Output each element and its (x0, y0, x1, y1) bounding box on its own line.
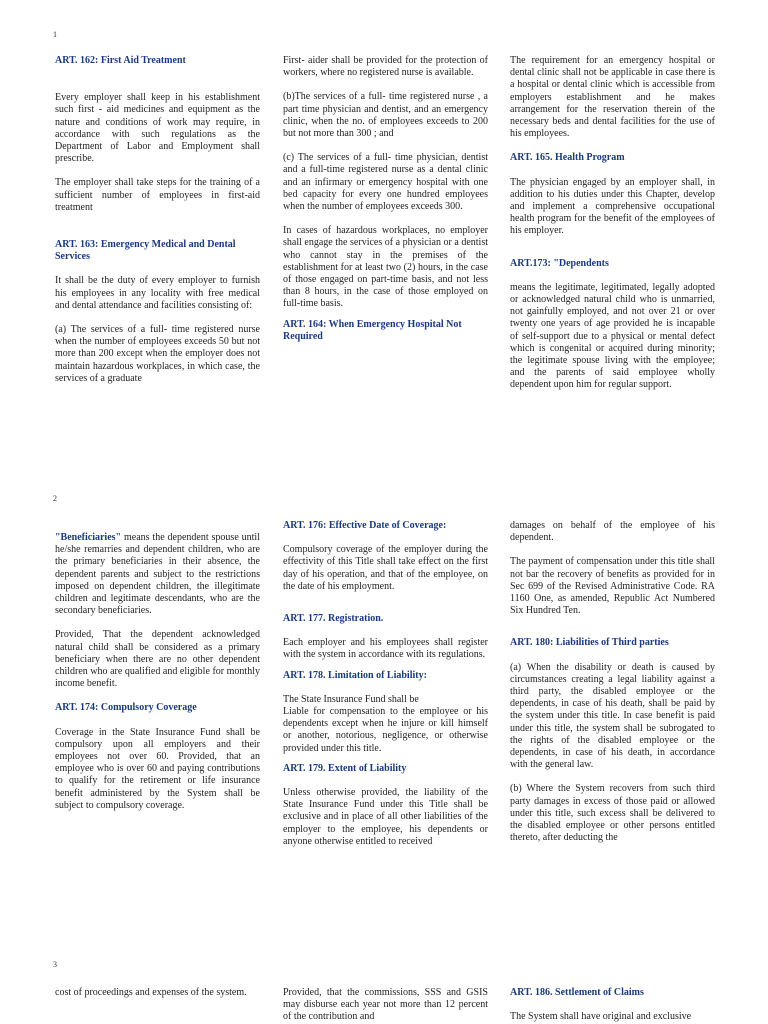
hazardous-workplaces-para: In cases of hazardous workplaces, no employer shall engage the services of a physician or a dentist who cannot stay in the premises of the establishment for at least two (2) hours, in the case of those engaged on part-time basis, and not less than 8 hours, in the case of those employed on full-time basis. (283, 225, 488, 310)
art-162-para-1: Every employer shall keep in his establishment such first - aid medicines and equipment as the nature and conditions of work may require, in accordance with such regulations as the Department of Labor and Employment shall prescribe. (55, 92, 260, 165)
art-173-heading: ART.173: "Dependents (510, 257, 609, 269)
page-number-3: 3 (53, 960, 57, 969)
art-178-para-1: The State Insurance Fund shall be (283, 693, 419, 705)
beneficiaries-term: "Beneficiaries" (55, 532, 122, 543)
page3-column-3 (510, 987, 715, 1023)
page3-column-1 (55, 987, 260, 999)
payment-compensation-para: The payment of compensation under this title shall not bar the recovery of benefits as provided for in Sec 699 of the Revised Administrative Code. RA 1160 One, as amended, Republic Act Numbered Six Hundred Ten. (510, 556, 715, 617)
commissions-para: Provided, that the commissions, SSS and GSIS may disburse each year not more than 12 percent of the contribution and (283, 987, 488, 1023)
art-165-para: The physician engaged by an employer shall, in addition to his duties under this Chapter, develop and implement a comprehensive occupational health program for the benefit of the employees of his employer. (510, 176, 715, 237)
art-162-heading: ART. 162: First Aid Treatment (55, 55, 186, 66)
art-162-para-2: The employer shall take steps for the training of a sufficient number of employees in first-aid treatment (55, 177, 260, 213)
beneficiaries-definition: means the dependent spouse until he/she remarries and dependent children, who are the primary beneficiaries in their absence, the dependent parents and subject to the restrictions imposed on dependent children, the illegitimate children and legitimate descendants, who are the secondary beneficiaries. (55, 532, 260, 617)
page-number-2: 2 (53, 494, 57, 503)
art-180-para-a: (a) When the disability or death is caused by circumstances creating a legal liability against a third party, the disabled employee or the dependents, in case of his death, shall be paid by the system under this title. In case benefit is paid under this title, the system shall be subrogated to the rights of the disabled employee or the dependents, in case of his death, in accordance with the general law. (510, 661, 715, 771)
emergency-hospital-para: The requirement for an emergency hospital or dental clinic shall not be applicable in case there is a hospital or dental clinic which is accessible from employers establishment and he makes arrangement for the reservation therein of the necessary beds and dental facilities for the use of his employees. (510, 55, 715, 140)
art-174-heading: ART. 174: Compulsory Coverage (55, 702, 197, 714)
art-165-heading: ART. 165. Health Program (510, 152, 625, 164)
page3-column-2 (283, 987, 488, 1024)
art-179-para: Unless otherwise provided, the liability of the State Insurance Fund under this Title shall be exclusive and in place of all other liabilities of the employer to the employee, his dependents or anyone otherwise entitled to received (283, 787, 488, 847)
art-186-heading: ART. 186. Settlement of Claims (510, 987, 644, 998)
page2-column-2 (283, 520, 488, 848)
page-number-1: 1 (53, 30, 57, 39)
art-176-para: Compulsory coverage of the employer during the effectivity of this Title shall take effect on the first day of his operation, and that of the employee, on the date of his employment. (283, 544, 488, 592)
art-163-para-2: (a) The services of a full- time registered nurse when the number of employees exceeds 50 but not more than 200 except when the employer does not maintain hazardous workplaces, in which case, the services of a graduate (55, 324, 260, 384)
art-179-heading: ART. 179. Extent of Liability (283, 762, 407, 774)
art-174-para: Coverage in the State Insurance Fund shall be compulsory upon all employers and their employees not over 60. Provided, that an employee who is over 60 and paying contributions to qualify for the retirement or life insurance benefit administered by the System shall be subject to compulsory coverage. (55, 726, 260, 811)
art-176-heading: ART. 176: Effective Date of Coverage: (283, 520, 447, 531)
art-164-heading: ART. 164: When Emergency Hospital Not Required (283, 318, 462, 342)
clause-c-para: (c) The services of a full- time physician, dentist and a full-time registered nurse as a dental clinic and an infirmary or emergency hospital with one bed capacity for every one hundred employees when the number of employees exceeds 300. (283, 152, 488, 213)
page1-column-3 (510, 55, 715, 392)
page2-column-3 (510, 520, 715, 844)
art-163-para-1: It shall be the duty of every employer to furnish his employees in any locality with free medical and dental attendance and facilities consisting of: (55, 275, 260, 311)
art-178-heading: ART. 178. Limitation of Liability: (283, 669, 427, 681)
damages-para: damages on behalf of the employee of his dependent. (510, 520, 715, 544)
art-177-heading: ART. 177. Registration. (283, 613, 384, 625)
art-178-para-2: Liable for compensation to the employee or his dependents except when he injure or kill himself or another, notorious, negligence, or otherwise provided under this title. (283, 706, 488, 754)
art-163-heading: ART. 163: Emergency Medical and Dental Services (55, 239, 236, 263)
cost-proceedings-para: cost of proceedings and expenses of the system. (55, 987, 247, 998)
proviso-para: Provided, That the dependent acknowledged natural child shall be considered as a primary beneficiary when there are no other dependent children who are qualified and eligible for monthly income benefit. (55, 629, 260, 690)
page2-column-1 (55, 532, 260, 812)
first-aider-para: First- aider shall be provided for the protection of workers, where no registered nurse is available. (283, 55, 488, 79)
art-177-para: Each employer and his employees shall register with the system in accordance with its regulations. (283, 637, 488, 661)
page1-column-2 (283, 55, 488, 343)
art-180-para-b: (b) Where the System recovers from such third party damages in excess of those paid or allowed under this title, such excess shall be delivered to the disabled employee or other persons entitled thereto, after deducting the (510, 783, 715, 844)
beneficiaries-para (55, 532, 260, 617)
page1-column-1 (55, 55, 260, 385)
art-180-heading: ART. 180: Liabilities of Third parties (510, 637, 669, 649)
clause-b-para: (b)The services of a full- time registered nurse , a part time physician and dentist, and an emergency clinic, when the no. of employees exceeds to 200 but not more than 300 ; and (283, 91, 488, 140)
art-173-para: means the legitimate, legitimated, legally adopted or acknowledged natural child who is unmarried, not gainfully employed, and not over 21 or over twenty one years of age provided he is incapable of self-support due to a physical or mental defect which is congenital or acquired during minority; the legitimate spouse living with the employee; and the parents of said employee wholly dependent upon him for regular support. (510, 281, 715, 391)
art-186-para: The System shall have original and exclusive (510, 1011, 692, 1023)
